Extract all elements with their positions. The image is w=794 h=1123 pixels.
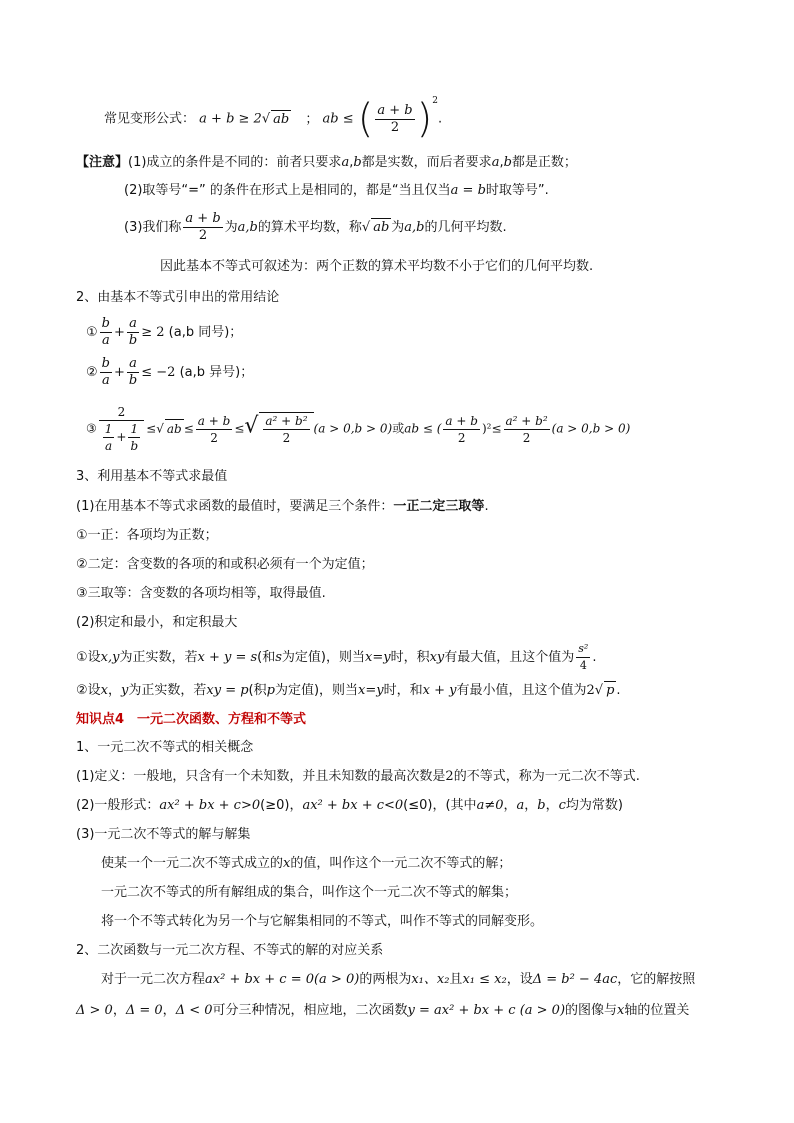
frac-den: 2	[390, 119, 400, 135]
t: 为定值)，则当	[281, 650, 365, 665]
frac-den: a	[101, 373, 110, 388]
m: x,y	[100, 650, 120, 665]
p1-bold: 一正二定三取等	[393, 499, 485, 514]
p1-end: .	[484, 499, 489, 514]
t: 的图像与	[565, 1003, 618, 1018]
condition: (a,b 异号)；	[179, 365, 254, 380]
math-ab: a,b	[237, 220, 258, 235]
sec3-p2	[76, 614, 237, 632]
formula-end: .	[437, 111, 443, 127]
kp4-d3-l1	[101, 855, 511, 873]
note-3	[124, 211, 507, 244]
kp4-d1	[76, 768, 640, 786]
s2-over-4	[576, 641, 590, 674]
formula-1: a + b ≥ 2	[199, 111, 262, 127]
t: 为定值)，则当	[274, 683, 359, 698]
note-1-text: (1)成立的条件是不同的：前者只要求	[128, 155, 342, 170]
note-2-end: 时取等号”.	[485, 183, 549, 198]
t: ，	[108, 683, 122, 698]
sec3-item-3	[76, 585, 326, 603]
m: y	[121, 683, 129, 698]
s1-text: 1、一元二次不等式的相关概念	[76, 740, 254, 755]
paren-close: )²	[481, 421, 492, 436]
t: (积	[248, 683, 267, 698]
m: x=y	[358, 683, 384, 698]
m: xy = p	[206, 683, 249, 698]
s2-text: 2、二次函数与一元二次方程、不等式的解的对应关系	[76, 943, 384, 958]
frac-a-over-b	[127, 356, 139, 389]
m: ax² + bx + c<0	[302, 798, 404, 813]
t: ，	[545, 798, 559, 813]
t: 有最大值，且这个值为	[444, 650, 575, 665]
square-mean-frac	[504, 413, 550, 446]
frac-num: a + b	[197, 413, 231, 428]
frac-den: 2	[210, 430, 218, 445]
m: Δ > 0	[76, 1003, 113, 1018]
kp4-s2	[76, 942, 383, 960]
sqrt-symbol: √	[244, 413, 259, 439]
frac-den: a	[105, 439, 113, 453]
t: ②设	[76, 683, 101, 698]
conclusion-1	[86, 316, 242, 349]
t: ，它的解按照	[617, 972, 696, 987]
frac-den: a	[101, 333, 110, 348]
kp4-s2-l1	[101, 971, 695, 989]
t: 有最小值，且这个值为	[456, 683, 587, 698]
frac-num: 1	[128, 421, 140, 438]
kp4-d3-l3	[101, 913, 543, 931]
kp4-d3-l2	[101, 884, 517, 902]
t: 的两根为	[359, 972, 412, 987]
harmonic-mean-frac	[99, 404, 144, 454]
frac-den: b	[130, 439, 139, 453]
m: xy	[429, 650, 445, 665]
t: 可分三种情况，相应地，二次函数	[212, 1003, 408, 1018]
m: a	[516, 798, 525, 813]
qm-radicand	[259, 412, 313, 446]
sec3-p1	[76, 498, 489, 516]
note-1-mid: 都是实数，而后者要求	[361, 155, 492, 170]
note-tag: 【注意】	[76, 155, 129, 170]
sec3-title-text: 3、利用基本不等式求最值	[76, 469, 228, 484]
frac-den: $\frac{1}{a}$ + $\frac{1}{b}$	[104, 422, 139, 453]
radicand: p	[606, 683, 615, 698]
d3-text: (3)一元二次不等式的解与解集	[76, 827, 251, 842]
t: 使某一个一元二次不等式成立的	[101, 856, 284, 871]
formula-label: 常见变形公式：	[104, 111, 196, 127]
item-text: ①一正：各项均为正数；	[76, 528, 218, 543]
formula-line	[104, 96, 443, 142]
frac-den: b	[128, 373, 138, 388]
circle-1: ①	[86, 325, 98, 340]
note-1-end: 都是正数；	[511, 155, 577, 170]
formula-2-frac	[375, 103, 414, 136]
frac-num: s²	[576, 641, 590, 658]
frac-den: 2	[522, 430, 531, 445]
frac-num: 2	[99, 404, 144, 421]
plus: +	[113, 325, 125, 340]
math-a-eq-b: a = b	[450, 183, 486, 198]
frac-a-over-b	[127, 316, 139, 349]
kp4-s1	[76, 739, 253, 757]
relation: ≥ 2	[141, 325, 165, 340]
frac-num: a + b	[445, 413, 478, 428]
note-summary	[160, 258, 593, 276]
le: ≤	[491, 421, 502, 436]
frac-1-over-a	[103, 421, 115, 454]
sec2-title-text: 2、由基本不等式引申出的常用结论	[76, 290, 280, 305]
t: 时，积	[390, 650, 430, 665]
kp4-d3	[76, 826, 250, 844]
t: .	[616, 683, 621, 698]
note-3-a: (3)我们称	[124, 220, 182, 235]
sec2-title	[76, 289, 279, 307]
t: (≥0)，	[260, 798, 303, 813]
m: x + y	[422, 683, 457, 698]
kp4-title-text: 知识点4 一元二次函数、方程和不等式	[76, 712, 307, 727]
le: ≤	[183, 421, 194, 436]
kp4-d2	[76, 797, 623, 815]
frac-num: a	[127, 316, 139, 333]
t: 的值，叫作这个一元二次不等式的解；	[290, 856, 512, 871]
le: ≤	[146, 421, 157, 436]
circle-2: ②	[86, 365, 98, 380]
sqrt-symbol: √	[156, 421, 164, 436]
frac-den: b	[128, 333, 138, 348]
m: x=y	[364, 650, 391, 665]
t: (≤0)，(其中	[403, 798, 477, 813]
formula-separator: ；	[305, 111, 319, 127]
sqrt-symbol: √	[261, 111, 271, 127]
frac-num: a	[127, 356, 139, 373]
m: 2	[445, 769, 454, 784]
item-text: ②二定：含变数的各项的和或积必须有一个为定值；	[76, 557, 374, 572]
t: ①设	[76, 650, 101, 665]
m: y = ax² + bx + c (a > 0)	[407, 1003, 566, 1018]
m: ax² + bx + c = 0(a > 0)	[205, 972, 360, 987]
m: x	[283, 856, 291, 871]
qm-frac	[263, 413, 309, 446]
m: 2	[586, 683, 595, 698]
t: 时，和	[383, 683, 423, 698]
radicand: ab	[165, 419, 184, 438]
frac-1-over-b	[128, 421, 140, 454]
t: 一元二次不等式的所有解组成的集合，叫作这个一元二次不等式的解集；	[101, 885, 518, 900]
kp4-s2-l2	[76, 1002, 689, 1020]
condition: (a,b 同号)；	[168, 325, 243, 340]
m: Δ < 0	[175, 1003, 213, 1018]
m: x₁、x₂	[411, 972, 450, 987]
m: p	[266, 683, 275, 698]
formula-1-radicand: ab	[273, 111, 290, 127]
frac-den: 4	[579, 659, 587, 672]
m: s	[275, 650, 282, 665]
m: x	[100, 683, 108, 698]
m: b	[537, 798, 546, 813]
t: 且	[449, 972, 463, 987]
kp4-title	[76, 711, 306, 729]
plus: +	[113, 365, 125, 380]
le: ≤	[234, 421, 245, 436]
m: ax² + bx + c>0	[159, 798, 261, 813]
math-b: b	[353, 155, 362, 170]
frac-b-over-a	[100, 356, 112, 389]
frac-num: a² + b²	[265, 413, 308, 428]
note-3-c: 的算术平均数，称	[257, 220, 362, 235]
summary-text: 因此基本不等式可叙述为：两个正数的算术平均数不小于它们的几何平均数.	[160, 259, 594, 274]
conclusion-2	[86, 356, 253, 389]
m: a≠0	[476, 798, 504, 813]
t: ，	[162, 1003, 176, 1018]
t: (1)定义：一般地，只含有一个未知数，并且未知数的最高次数是	[76, 769, 446, 784]
frac-num: a + b	[377, 102, 413, 118]
relation: ≤ −2	[141, 365, 176, 380]
t: 均为常数)	[565, 798, 623, 813]
t: 轴的位置关	[624, 1003, 690, 1018]
condition: (a > 0,b > 0)	[551, 421, 631, 436]
note-1: 【注意】(1)成立的条件是不同的：前者只要求a,b都是实数，而后者要求a,b都是正数；	[76, 155, 577, 170]
radicand: ab	[373, 220, 390, 235]
frac-den: 2	[457, 430, 466, 445]
formula-2-lhs: ab ≤	[322, 111, 354, 127]
t: ，	[503, 798, 517, 813]
exponent: 2	[432, 96, 438, 107]
frac-b-over-a	[100, 316, 112, 349]
note-3-d: 为	[391, 220, 405, 235]
frac-num: b	[101, 316, 110, 331]
am-frac	[196, 413, 233, 446]
t: 对于一元二次方程	[101, 972, 206, 987]
m: x + y = s	[197, 650, 258, 665]
sec3-rule-1	[76, 641, 596, 674]
p1-text: (1)在用基本不等式求函数的最值时，要满足三个条件：	[76, 499, 394, 514]
t: ，	[524, 798, 538, 813]
frac-num: a² + b²	[505, 413, 548, 428]
sec3-item-1	[76, 527, 218, 545]
frac-num: 1	[104, 422, 113, 436]
t: ，设	[506, 972, 533, 987]
condition: (a > 0,b > 0)	[313, 421, 393, 436]
sqrt-symbol: √	[594, 683, 604, 698]
or-word: 或	[392, 421, 405, 436]
frac-num: b	[101, 356, 110, 371]
item-text: ③三取等：含变数的各项均相等，取得最值.	[76, 586, 326, 601]
note-3-frac	[183, 211, 222, 244]
p2-text: (2)积定和最小，和定积最大	[76, 615, 238, 630]
left-paren: (	[357, 96, 374, 142]
frac-den: 2	[282, 430, 291, 445]
note-2	[124, 182, 549, 200]
t: 将一个不等式转化为另一个与它解集相同的不等式，叫作不等式的同解变形。	[101, 914, 544, 929]
t: 为正实数，若	[128, 683, 207, 698]
t: (和	[257, 650, 276, 665]
t: (2)一般形式：	[76, 798, 160, 813]
conclusion-3	[86, 404, 630, 454]
t: 的不等式，称为一元二次不等式.	[453, 769, 640, 784]
m: Δ = b² − 4ac	[532, 972, 618, 987]
math-b2: b	[503, 155, 512, 170]
m: Δ = 0	[125, 1003, 163, 1018]
note-2-text: (2)取等号“=” 的条件在形式上是相同的，都是“当且仅当	[124, 183, 451, 198]
circle-3: ③	[86, 421, 97, 436]
sec3-rule-2	[76, 681, 621, 700]
frac-num: a + b	[185, 211, 221, 226]
t: ，	[112, 1003, 126, 1018]
m: x₁ ≤ x₂	[462, 972, 507, 987]
right-paren: )	[416, 96, 433, 142]
note-3-e: 的几何平均数.	[424, 220, 507, 235]
math-ab2: a,b	[404, 220, 425, 235]
math-a2: a	[491, 155, 500, 170]
sqrt-symbol: √	[361, 220, 371, 235]
frac-den: 2	[198, 228, 208, 243]
sec3-title	[76, 468, 227, 486]
m: c	[558, 798, 566, 813]
math-a: a	[341, 155, 350, 170]
t: 为正实数，若	[119, 650, 198, 665]
ab-le: ab ≤ (	[404, 421, 442, 436]
m: x	[617, 1003, 625, 1018]
ab-frac	[443, 413, 480, 446]
note-3-b: 为	[224, 220, 238, 235]
sec3-item-2	[76, 556, 374, 574]
t: .	[592, 650, 597, 665]
